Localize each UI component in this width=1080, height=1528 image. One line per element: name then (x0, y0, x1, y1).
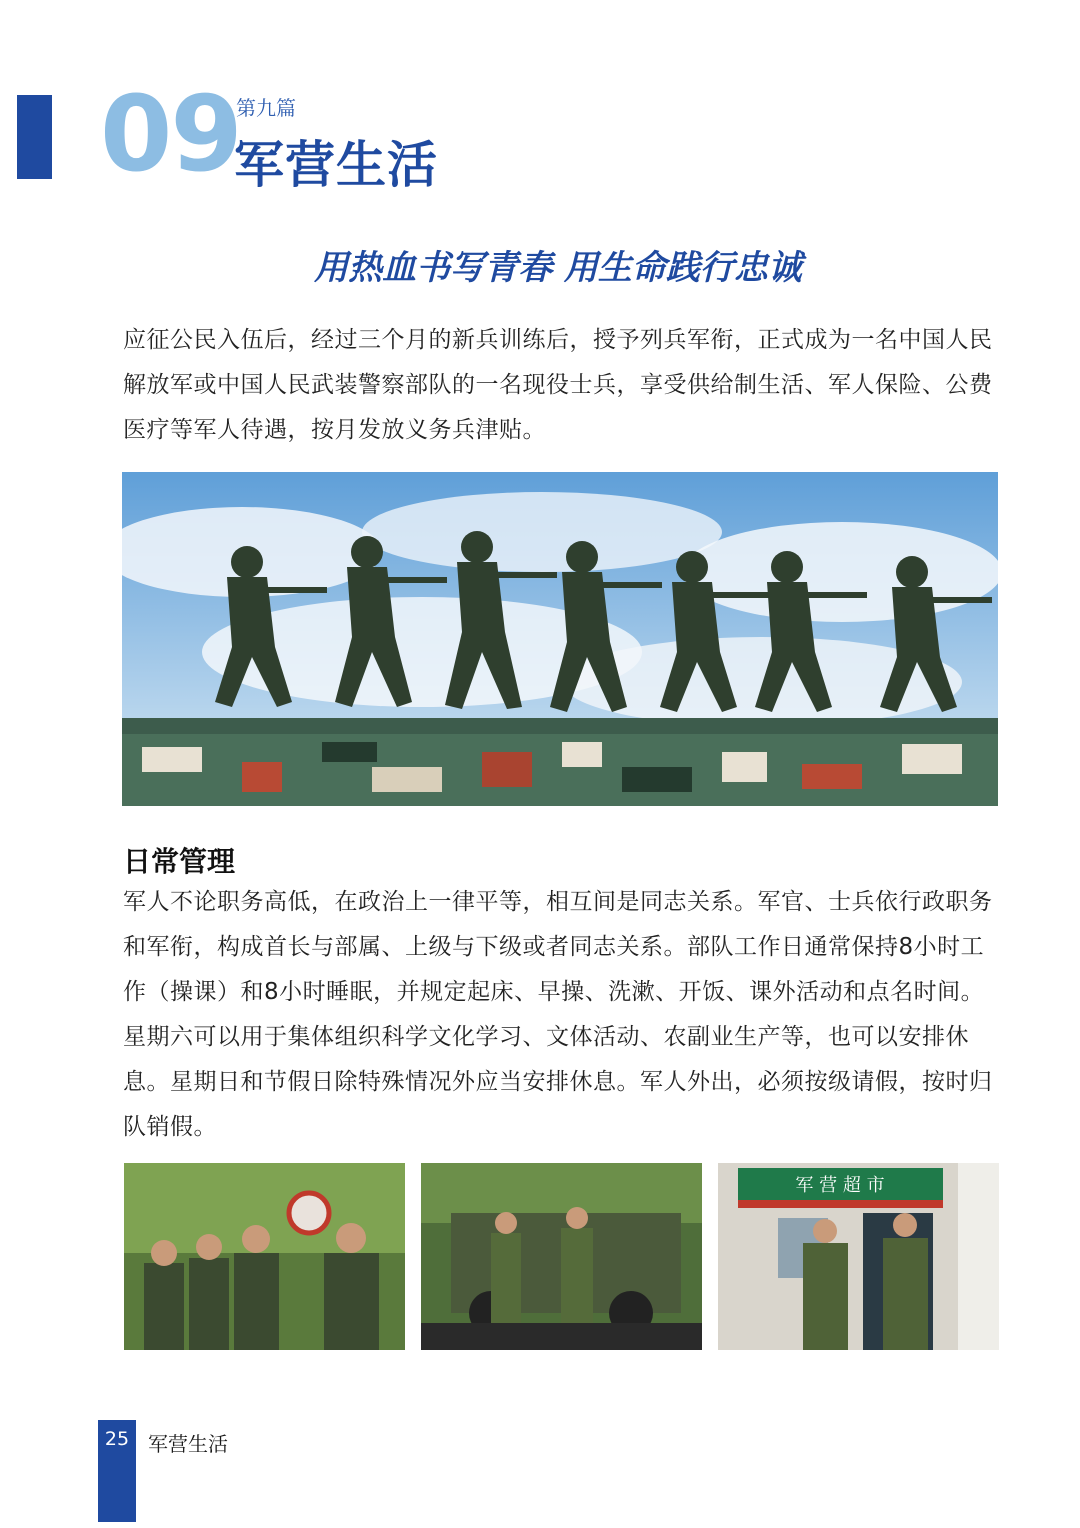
footer-title: 军营生活 (148, 1432, 228, 1456)
photo-soldiers-band-vehicle (421, 1163, 702, 1350)
page-number: 25 (104, 1428, 130, 1450)
chapter-marker-bar (17, 95, 52, 179)
hero-photo-soldiers-training (122, 472, 998, 806)
photo-soldiers-saluting (124, 1163, 405, 1350)
chapter-number: 09 (100, 73, 241, 195)
store-sign: 军 营 超 市 (795, 1175, 885, 1196)
slogan-heading: 用热血书写青春 用生命践行忠诚 (314, 248, 802, 288)
intro-paragraph: 应征公民入伍后，经过三个月的新兵训练后，授予列兵军衔，正式成为一名中国人民解放军或中国人民武装警察部队的一名现役士兵，享受供给制生活、军人保险、公费医疗等军人待遇，按月发放义务兵津贴。 (123, 327, 993, 443)
photo-soldiers-camp-store (718, 1163, 999, 1350)
section-title: 日常管理 (123, 845, 236, 878)
daily-management-paragraph: 军人不论职务高低，在政治上一律平等，相互间是同志关系。军官、士兵依行政职务和军衔，构成首长与部属、上级与下级或者同志关系。部队工作日通常保持8小时工作（操课）和8小时睡眠，并规定起床、早操、洗漱、开饭、课外活动和点名时间。星期六可以用于集体组织科学文化学习、文体活动、农副业生产等，也可以安排休息。星期日和节假日除特殊情况外应当安排休息。军人外出，必须按级请假，按时归队销假。 (123, 889, 993, 1140)
chapter-title: 军营生活 (234, 136, 438, 194)
chapter-label: 第九篇 (236, 96, 296, 120)
